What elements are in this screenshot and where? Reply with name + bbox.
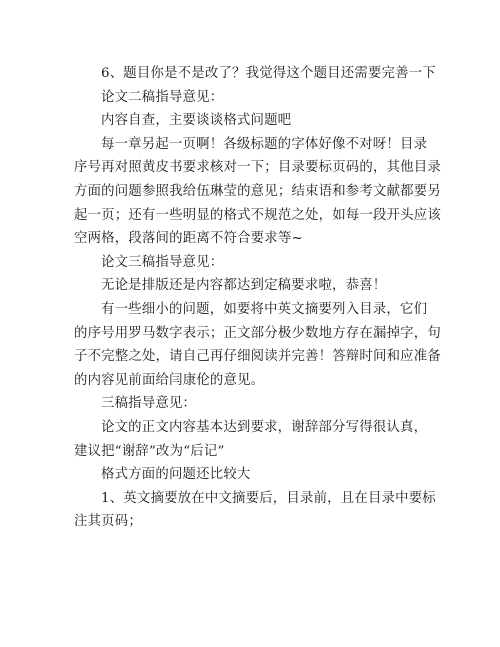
text-line-3: 内容自查，主要谈谈格式问题吧 bbox=[101, 113, 292, 129]
text-line-5: 序号再对照黄皮书要求核对一下；目录要标页码的，其他目录 bbox=[74, 160, 441, 176]
section-heading-second-draft: 论文二稿指导意见： bbox=[101, 89, 224, 105]
text-line-18: 格式方面的问题还比较大 bbox=[101, 467, 251, 483]
text-line-19: 1、英文摘要放在中文摘要后，目录前，且在目录中要标 bbox=[101, 490, 436, 506]
text-line-1: 6、题目你是不是改了？我觉得这个题目还需要完善一下 bbox=[101, 66, 436, 81]
text-line-10: 无论是排版还是内容都达到定稿要求啦，恭喜！ bbox=[101, 278, 387, 294]
text-line-8: 空两格，段落间的距离不符合要求等~ bbox=[74, 231, 303, 247]
text-line-6: 方面的问题参照我给伍琳莹的意见；结束语和参考文献都要另 bbox=[74, 183, 441, 199]
text-line-7: 起一页；还有一些明显的格式不规范之处，如每一段开头应该 bbox=[74, 207, 441, 223]
text-line-4: 每一章另起一页啊！各级标题的字体好像不对呀！目录 bbox=[101, 136, 428, 152]
text-line-20: 注其页码； bbox=[74, 514, 142, 530]
text-line-11: 有一些细小的问题，如要将中英文摘要列入目录，它们 bbox=[101, 301, 428, 317]
section-heading-third-draft: 论文三稿指导意见： bbox=[101, 254, 224, 270]
text-line-12: 的序号用罗马数字表示；正文部分极少数地方存在漏掉字，句 bbox=[74, 325, 441, 341]
text-line-13: 子不完整之处，请自己再仔细阅读并完善！答辩时间和应准备 bbox=[74, 349, 441, 365]
text-line-16: 论文的正文内容基本达到要求，谢辞部分写得很认真， bbox=[101, 419, 428, 435]
text-line-14: 的内容见前面给闫康伦的意见。 bbox=[74, 372, 265, 388]
section-heading-third-draft-2: 三稿指导意见： bbox=[101, 396, 197, 412]
document-body bbox=[74, 62, 441, 534]
text-line-17: 建议把“谢辞”改为“后记” bbox=[74, 443, 225, 459]
